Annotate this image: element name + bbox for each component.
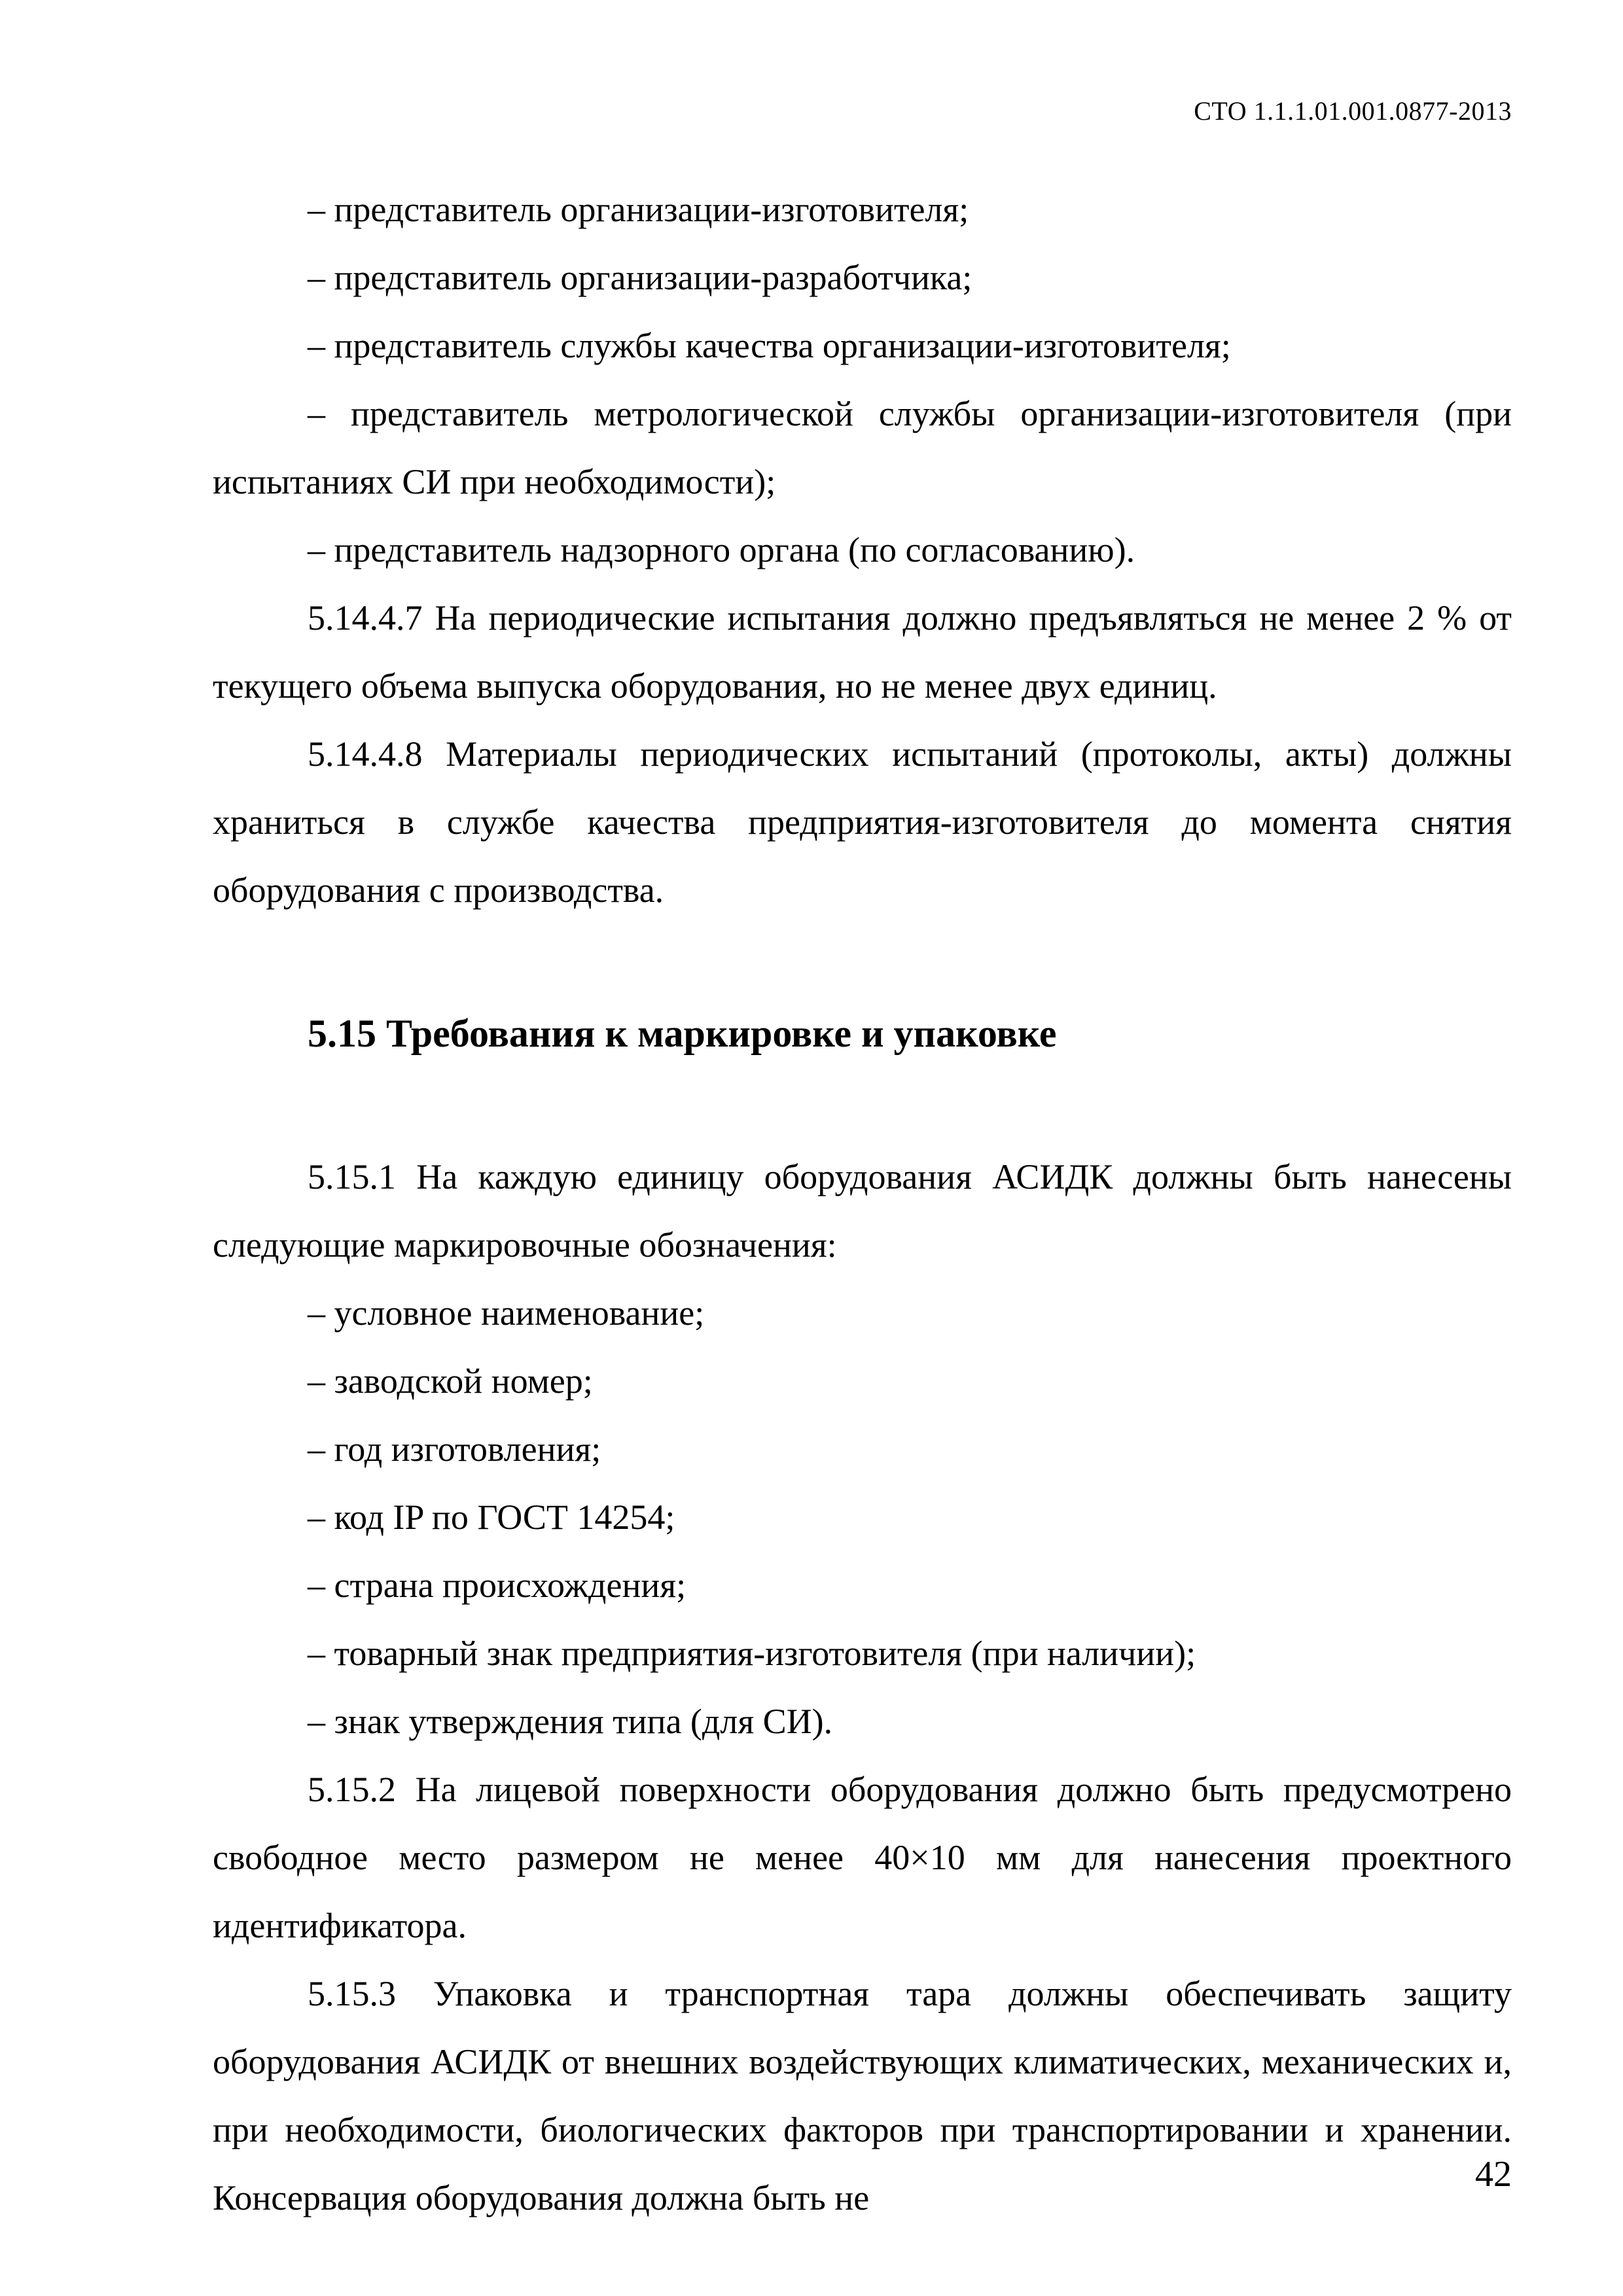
list-item: – представитель службы качества организации-изготовителя; — [308, 326, 1231, 365]
list-item: – представитель организации-изготовителя; — [308, 190, 969, 229]
paragraph-5-14-4-8: 5.14.4.8 Материалы периодических испытаний (протоколы, акты) должны храниться в службе качества предприятия-изготовителя до момента снятия оборудования с производства. — [213, 734, 1512, 910]
marking-list-item: – условное наименование; — [308, 1293, 705, 1333]
page-number: 42 — [1475, 2154, 1512, 2195]
document-code: СТО 1.1.1.01.001.0877-2013 — [1194, 96, 1512, 126]
list-item: – представитель метрологической службы организации-изготовителя (при испытаниях СИ при необходимости); — [213, 394, 1512, 501]
list-item: – представитель организации-разработчика; — [308, 258, 972, 297]
paragraph-5-14-4-7: 5.14.4.7 На периодические испытания должно предъявляться не менее 2 % от текущего объема выпуска оборудования, но не менее двух единиц. — [213, 598, 1512, 706]
marking-list-item: – код IP по ГОСТ 14254; — [308, 1498, 675, 1537]
paragraph-5-15-1: 5.15.1 На каждую единицу оборудования АСИДК должны быть нанесены следующие маркировочные обозначения: — [213, 1157, 1512, 1265]
marking-list-item: – знак утверждения типа (для СИ). — [308, 1702, 833, 1741]
paragraph-5-15-2: 5.15.2 На лицевой поверхности оборудования должно быть предусмотрено свободное место размером не менее 40×10 мм для нанесения проектного идентификатора. — [213, 1770, 1512, 1945]
marking-list-item: – товарный знак предприятия-изготовителя (при наличии); — [308, 1634, 1196, 1673]
paragraph-5-15-3: 5.15.3 Упаковка и транспортная тара должны обеспечивать защиту оборудования АСИДК от внешних воздействующих климатических, механических и, при необходимости, биологических факторов при транспортировании и хранении. Консервация оборудования должна быть не — [213, 1974, 1512, 2217]
marking-list-item: – страна происхождения; — [308, 1566, 687, 1605]
list-item: – представитель надзорного органа (по согласованию). — [308, 530, 1135, 569]
page-content — [213, 175, 1512, 2232]
marking-list-item: – заводской номер; — [308, 1361, 593, 1401]
marking-list-item: – год изготовления; — [308, 1429, 601, 1469]
section-heading: 5.15 Требования к маркировке и упаковке — [308, 1012, 1057, 1055]
